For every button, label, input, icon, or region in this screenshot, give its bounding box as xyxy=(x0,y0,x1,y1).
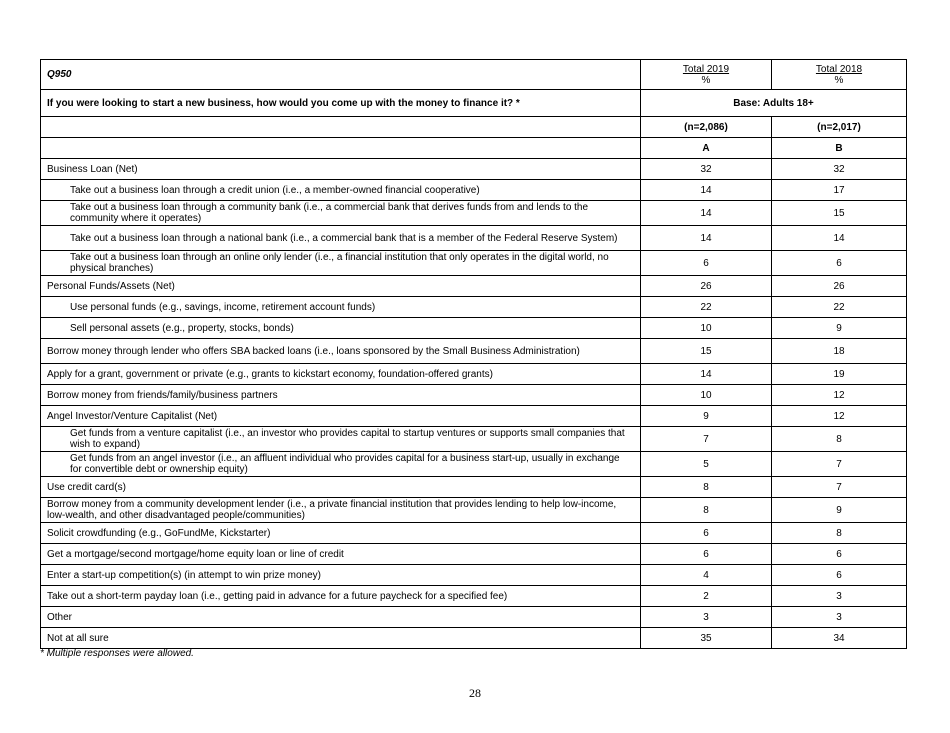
row-label: Borrow money through lender who offers SBA backed loans (i.e., loans sponsored by the Small Business Administration) xyxy=(41,339,641,364)
table-row xyxy=(41,477,907,498)
row-label: Solicit crowdfunding (e.g., GoFundMe, Kickstarter) xyxy=(41,523,641,544)
column-letter-b: B xyxy=(772,138,907,159)
table-row xyxy=(41,452,907,477)
table-row xyxy=(41,297,907,318)
row-value-a: 8 xyxy=(641,498,772,523)
row-value-a: 14 xyxy=(641,364,772,385)
results-table xyxy=(40,59,907,649)
row-value-b: 6 xyxy=(772,544,907,565)
row-value-a: 15 xyxy=(641,339,772,364)
row-value-a: 22 xyxy=(641,297,772,318)
table-row xyxy=(41,251,907,276)
row-value-b: 18 xyxy=(772,339,907,364)
table-row xyxy=(41,427,907,452)
row-value-b: 8 xyxy=(772,523,907,544)
table-row xyxy=(41,180,907,201)
row-label: Take out a business loan through a community bank (i.e., a commercial bank that derives funds from and lends to the community where it operates) xyxy=(41,201,641,226)
row-value-b: 12 xyxy=(772,385,907,406)
column-label-b: Total 2018 xyxy=(815,63,863,75)
row-value-a: 2 xyxy=(641,586,772,607)
row-value-b: 9 xyxy=(772,498,907,523)
row-label: Borrow money from friends/family/business partners xyxy=(41,385,641,406)
row-value-b: 32 xyxy=(772,159,907,180)
sample-size-row xyxy=(41,117,907,138)
question-text: If you were looking to start a new business, how would you come up with the money to finance it? * xyxy=(41,90,641,117)
row-label: Use personal funds (e.g., savings, income, retirement account funds) xyxy=(41,297,641,318)
column-unit-b: % xyxy=(834,74,844,86)
row-value-b: 22 xyxy=(772,297,907,318)
row-value-a: 8 xyxy=(641,477,772,498)
row-label: Take out a business loan through a national bank (i.e., a commercial bank that is a member of the Federal Reserve System) xyxy=(41,226,641,251)
row-value-a: 4 xyxy=(641,565,772,586)
row-value-a: 10 xyxy=(641,385,772,406)
table-row xyxy=(41,406,907,427)
table-row xyxy=(41,339,907,364)
row-value-b: 3 xyxy=(772,607,907,628)
empty-cell xyxy=(41,117,641,138)
row-value-a: 10 xyxy=(641,318,772,339)
question-row xyxy=(41,90,907,117)
table-row xyxy=(41,586,907,607)
column-letter-a: A xyxy=(641,138,772,159)
row-value-a: 14 xyxy=(641,201,772,226)
row-value-b: 3 xyxy=(772,586,907,607)
table-row xyxy=(41,565,907,586)
row-value-a: 6 xyxy=(641,251,772,276)
row-value-a: 6 xyxy=(641,523,772,544)
column-label-a: Total 2019 xyxy=(682,63,730,75)
row-label: Take out a business loan through a credit union (i.e., a member-owned financial cooperative) xyxy=(41,180,641,201)
row-label: Other xyxy=(41,607,641,628)
row-value-b: 8 xyxy=(772,427,907,452)
table-row xyxy=(41,498,907,523)
table-row xyxy=(41,544,907,565)
row-value-b: 6 xyxy=(772,251,907,276)
row-value-b: 6 xyxy=(772,565,907,586)
table-row xyxy=(41,201,907,226)
row-value-a: 7 xyxy=(641,427,772,452)
table-row xyxy=(41,523,907,544)
table-row xyxy=(41,385,907,406)
row-value-b: 12 xyxy=(772,406,907,427)
row-value-b: 17 xyxy=(772,180,907,201)
row-label: Apply for a grant, government or private (e.g., grants to kickstart economy, foundation-offered grants) xyxy=(41,364,641,385)
header-row xyxy=(41,60,907,90)
column-header-b xyxy=(772,60,907,90)
row-label: Business Loan (Net) xyxy=(41,159,641,180)
row-label: Angel Investor/Venture Capitalist (Net) xyxy=(41,406,641,427)
row-value-b: 34 xyxy=(772,628,907,649)
row-value-a: 9 xyxy=(641,406,772,427)
table-row xyxy=(41,226,907,251)
row-label: Get funds from a venture capitalist (i.e., an investor who provides capital to startup ventures or supports small companies that wish to expand) xyxy=(41,427,641,452)
column-header-a xyxy=(641,60,772,90)
row-label: Personal Funds/Assets (Net) xyxy=(41,276,641,297)
row-value-a: 35 xyxy=(641,628,772,649)
row-value-a: 6 xyxy=(641,544,772,565)
column-unit-a: % xyxy=(701,74,711,86)
row-value-b: 7 xyxy=(772,477,907,498)
row-value-b: 7 xyxy=(772,452,907,477)
row-value-b: 9 xyxy=(772,318,907,339)
question-id: Q950 xyxy=(41,60,641,90)
table-row xyxy=(41,276,907,297)
table-row xyxy=(41,628,907,649)
empty-cell xyxy=(41,138,641,159)
row-value-b: 15 xyxy=(772,201,907,226)
base-label: Base: Adults 18+ xyxy=(641,90,907,117)
row-label: Borrow money from a community development lender (i.e., a private financial institution that provides lending to help low-income, low-wealth, and other disadvantaged people/communities) xyxy=(41,498,641,523)
row-label: Use credit card(s) xyxy=(41,477,641,498)
table-row xyxy=(41,364,907,385)
row-label: Not at all sure xyxy=(41,628,641,649)
table-row xyxy=(41,607,907,628)
table-row xyxy=(41,159,907,180)
row-value-b: 19 xyxy=(772,364,907,385)
table-row xyxy=(41,318,907,339)
row-value-b: 26 xyxy=(772,276,907,297)
page-number: 28 xyxy=(469,686,481,700)
row-label: Get a mortgage/second mortgage/home equity loan or line of credit xyxy=(41,544,641,565)
row-value-a: 3 xyxy=(641,607,772,628)
row-label: Take out a business loan through an online only lender (i.e., a financial institution that only operates in the digital world, no physical branches) xyxy=(41,251,641,276)
row-value-a: 14 xyxy=(641,180,772,201)
row-label: Enter a start-up competition(s) (in attempt to win prize money) xyxy=(41,565,641,586)
row-value-b: 14 xyxy=(772,226,907,251)
column-letter-row xyxy=(41,138,907,159)
row-label: Take out a short-term payday loan (i.e., getting paid in advance for a future paycheck for a specified fee) xyxy=(41,586,641,607)
row-value-a: 5 xyxy=(641,452,772,477)
sample-size-a: (n=2,086) xyxy=(641,117,772,138)
row-value-a: 14 xyxy=(641,226,772,251)
row-label: Sell personal assets (e.g., property, stocks, bonds) xyxy=(41,318,641,339)
row-value-a: 32 xyxy=(641,159,772,180)
footnote: * Multiple responses were allowed. xyxy=(40,648,194,659)
sample-size-b: (n=2,017) xyxy=(772,117,907,138)
row-value-a: 26 xyxy=(641,276,772,297)
row-label: Get funds from an angel investor (i.e., an affluent individual who provides capital for a business start-up, usually in exchange for convertible debt or ownership equity) xyxy=(41,452,641,477)
